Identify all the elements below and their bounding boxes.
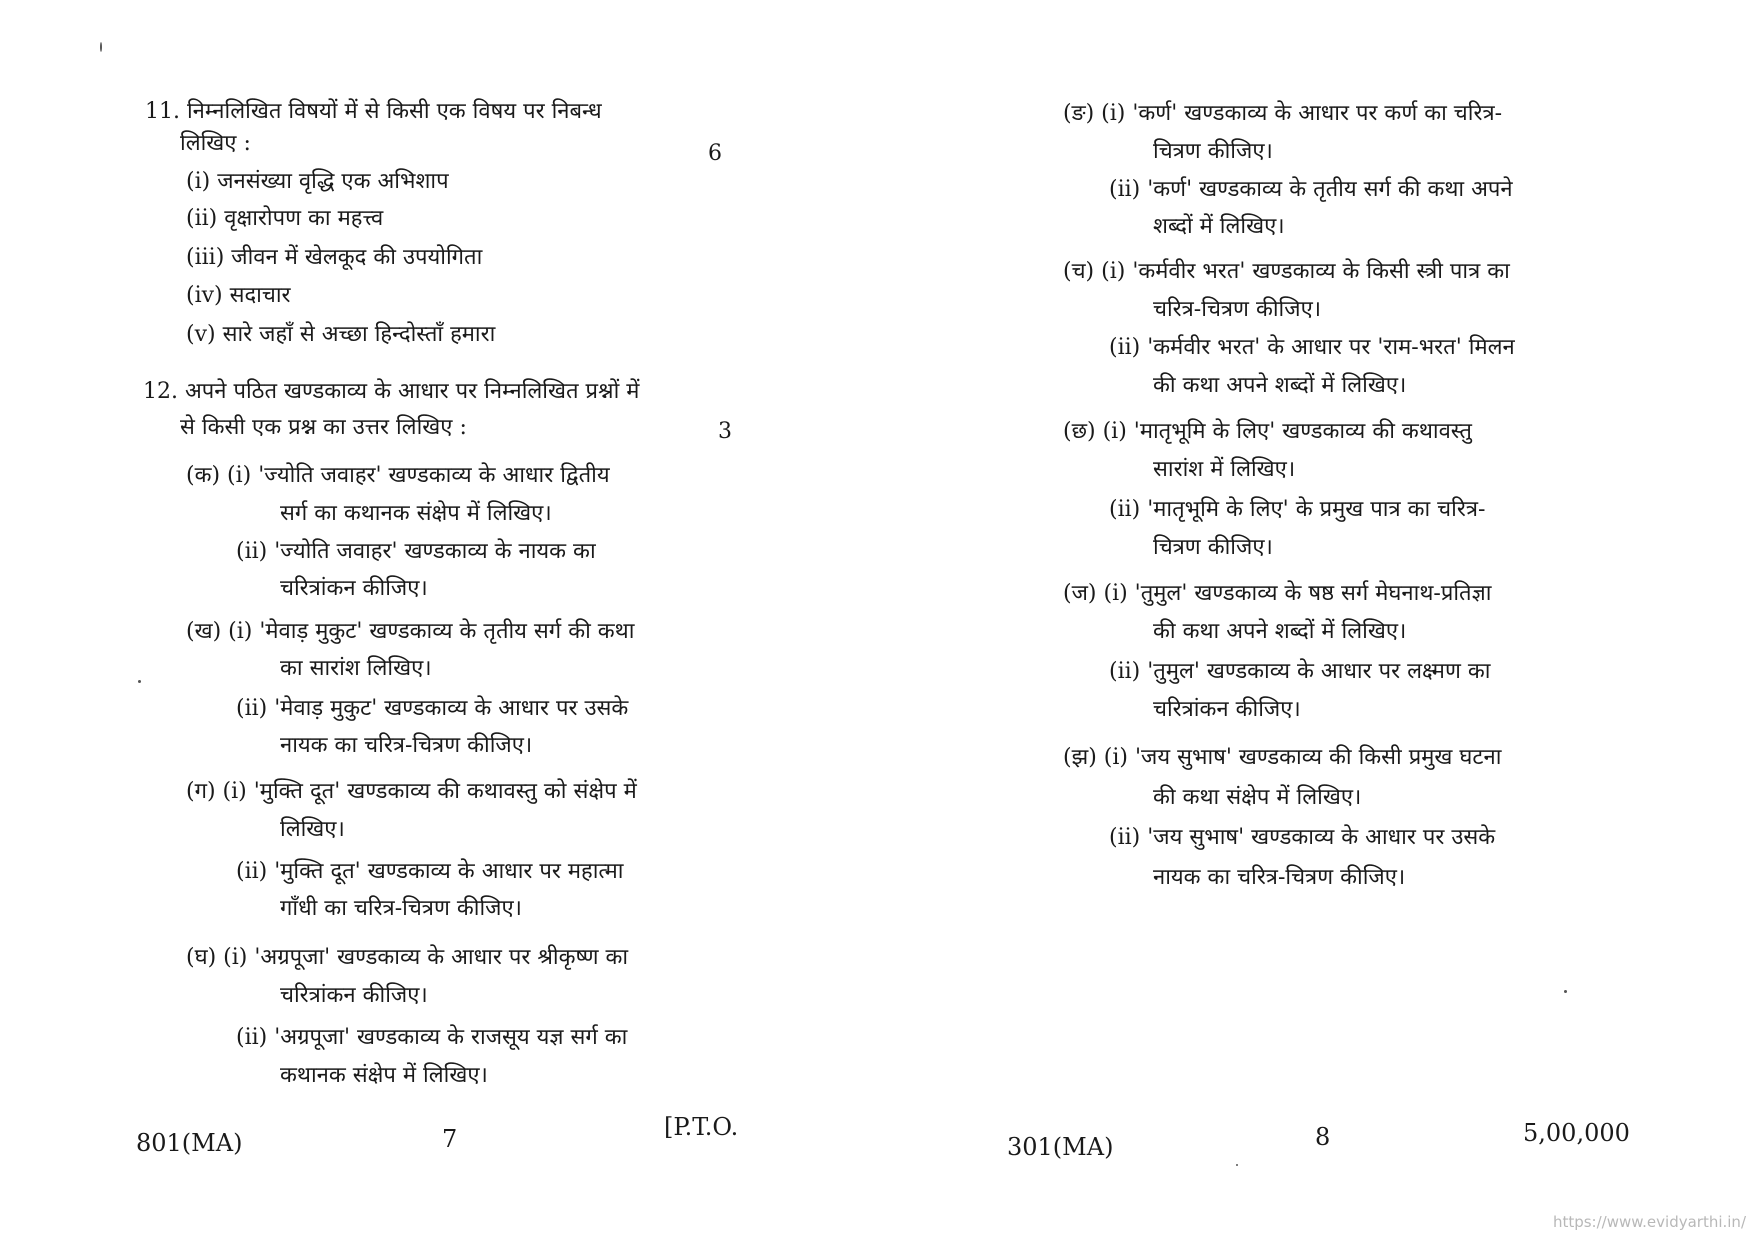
q11-topic: (ii) वृक्षारोपण का महत्त्व: [186, 206, 384, 231]
question-line: गाँधी का चरित्र-चित्रण कीजिए।: [280, 896, 522, 921]
scan-speck: [138, 680, 141, 683]
paper-code: 801(MA): [136, 1129, 243, 1157]
paper-code: 301(MA): [1007, 1133, 1114, 1161]
question-line: (घ) (i) 'अग्रपूजा' खण्डकाव्य के आधार पर श्रीकृष्ण का: [186, 945, 629, 970]
question-line: की कथा अपने शब्दों में लिखिए।: [1153, 619, 1407, 644]
scan-speck: [1564, 990, 1567, 993]
question-line: चरित्रांकन कीजिए।: [280, 983, 428, 1008]
question-line: (ii) 'तुमुल' खण्डकाव्य के आधार पर लक्ष्मण का: [1109, 659, 1491, 684]
question-line: चरित्रांकन कीजिए।: [1153, 697, 1301, 722]
page-number: 8: [1315, 1123, 1331, 1151]
question-line: सर्ग का कथानक संक्षेप में लिखिए।: [280, 501, 552, 526]
print-count: 5,00,000: [1523, 1119, 1630, 1147]
question-line: (ii) 'जय सुभाष' खण्डकाव्य के आधार पर उसके: [1109, 825, 1496, 850]
question-line: नायक का चरित्र-चित्रण कीजिए।: [280, 733, 533, 758]
question-line: (ङ) (i) 'कर्ण' खण्डकाव्य के आधार पर कर्ण का चरित्र-: [1063, 101, 1503, 126]
question-line: (झ) (i) 'जय सुभाष' खण्डकाव्य की किसी प्रमुख घटना: [1063, 745, 1502, 770]
question-line: चित्रण कीजिए।: [1153, 139, 1273, 164]
q11-topic: (iii) जीवन में खेलकूद की उपयोगिता: [186, 245, 483, 270]
question-line: (ग) (i) 'मुक्ति दूत' खण्डकाव्य की कथावस्तु को संक्षेप में: [186, 779, 637, 804]
question-line: (ज) (i) 'तुमुल' खण्डकाव्य के षष्ठ सर्ग मेघनाथ-प्रतिज्ञा: [1063, 581, 1492, 606]
question-line: नायक का चरित्र-चित्रण कीजिए।: [1153, 865, 1406, 890]
question-line: का सारांश लिखिए।: [280, 656, 432, 681]
question-line: चरित्र-चित्रण कीजिए।: [1153, 297, 1322, 322]
question-line: चित्रण कीजिए।: [1153, 535, 1273, 560]
scan-speck: [100, 42, 102, 52]
question-line: (ii) 'मुक्ति दूत' खण्डकाव्य के आधार पर महात्मा: [236, 859, 624, 884]
right-page: [877, 0, 1754, 1241]
question-line: (क) (i) 'ज्योति जवाहर' खण्डकाव्य के आधार द्वितीय: [186, 463, 610, 488]
question-line: (ख) (i) 'मेवाड़ मुकुट' खण्डकाव्य के तृतीय सर्ग की कथा: [186, 619, 635, 644]
question-line: की कथा संक्षेप में लिखिए।: [1153, 785, 1362, 810]
scan-speck: [1236, 1164, 1238, 1166]
q11-line2: लिखिए :: [180, 131, 251, 156]
question-line: (ii) 'कर्ण' खण्डकाव्य के तृतीय सर्ग की कथा अपने: [1109, 177, 1513, 202]
question-line: कथानक संक्षेप में लिखिए।: [280, 1063, 488, 1088]
question-line: (ii) 'मातृभूमि के लिए' के प्रमुख पात्र का चरित्र-: [1109, 497, 1486, 522]
q11-line1: 11. निम्नलिखित विषयों में से किसी एक विषय पर निबन्ध: [145, 99, 602, 124]
q12-line2: से किसी एक प्रश्न का उत्तर लिखिए :: [180, 415, 467, 440]
question-line: (ii) 'कर्मवीर भरत' के आधार पर 'राम-भरत' मिलन: [1109, 335, 1515, 360]
question-line: लिखिए।: [280, 817, 345, 842]
page-number: 7: [442, 1125, 458, 1153]
q12-marks: 3: [718, 419, 732, 444]
question-line: (च) (i) 'कर्मवीर भरत' खण्डकाव्य के किसी स्त्री पात्र का: [1063, 259, 1510, 284]
pto-label: [P.T.O.: [664, 1113, 739, 1141]
question-line: शब्दों में लिखिए।: [1153, 214, 1285, 239]
question-line: (ii) 'ज्योति जवाहर' खण्डकाव्य के नायक का: [236, 539, 596, 564]
question-line: सारांश में लिखिए।: [1153, 457, 1296, 482]
watermark: https://www.evidyarthi.in/: [1552, 1213, 1746, 1231]
q12-line1: 12. अपने पठित खण्डकाव्य के आधार पर निम्नलिखित प्रश्नों में: [143, 379, 640, 404]
question-line: (ii) 'अग्रपूजा' खण्डकाव्य के राजसूय यज्ञ सर्ग का: [236, 1025, 628, 1050]
question-line: की कथा अपने शब्दों में लिखिए।: [1153, 373, 1407, 398]
q11-topic: (v) सारे जहाँ से अच्छा हिन्दोस्ताँ हमारा: [186, 322, 496, 347]
question-line: (छ) (i) 'मातृभूमि के लिए' खण्डकाव्य की कथावस्तु: [1063, 419, 1472, 444]
q11-topic: (i) जनसंख्या वृद्धि एक अभिशाप: [186, 169, 449, 194]
q11-marks: 6: [708, 141, 722, 166]
q11-topic: (iv) सदाचार: [186, 283, 291, 308]
question-line: चरित्रांकन कीजिए।: [280, 576, 428, 601]
question-line: (ii) 'मेवाड़ मुकुट' खण्डकाव्य के आधार पर उसके: [236, 696, 629, 721]
